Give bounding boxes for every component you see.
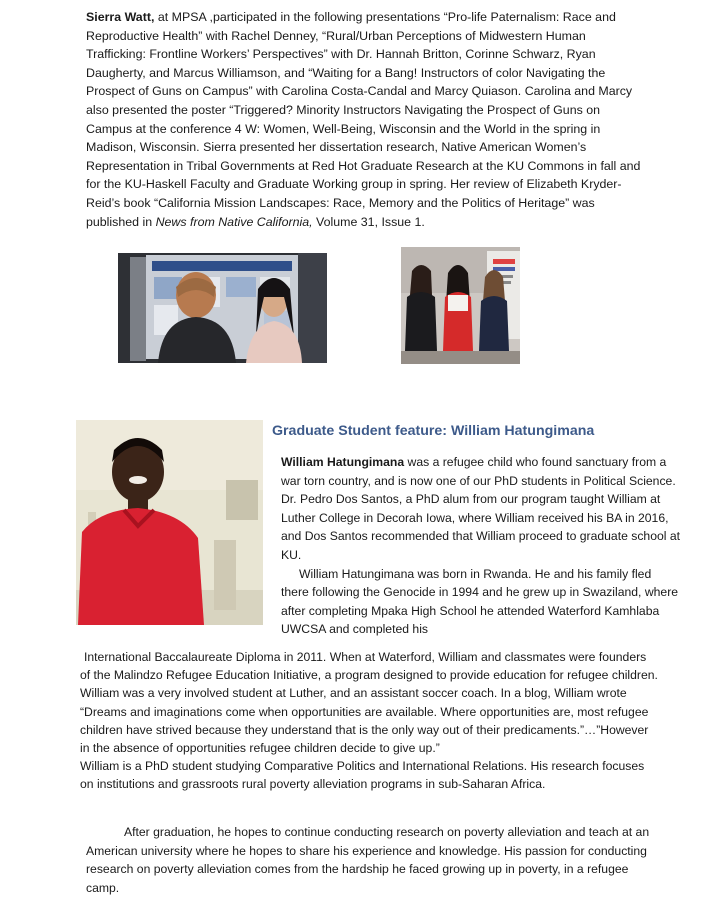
william-intro-paragraph: [281, 453, 681, 639]
william-continued-paragraph: [80, 648, 658, 794]
sierra-name: Sierra Watt,: [86, 10, 155, 24]
poster-session-photo: [118, 253, 327, 363]
sierra-watt-paragraph: [86, 8, 646, 231]
three-women-photo: [401, 247, 520, 364]
feature-title: Graduate Student feature: William Hatungimana: [272, 423, 595, 439]
william-portrait-photo: [76, 420, 263, 625]
william-future-paragraph: [86, 823, 658, 897]
william-name: William Hatungimana: [281, 455, 405, 469]
william-research-text: William is a PhD student studying Comparative Politics and International Relations. His research focuses on institutions and grassroots rural poverty alleviation programs in sub-Saharan Africa.: [80, 759, 645, 792]
william-continued-text: International Baccalaureate Diploma in 2011. When at Waterford, William and classmates were founders of the Malindzo Refugee Education Initiative, a program designed to provide education for refugee children. William was a very involved student at Luther, and an assistant soccer coach. In a blog, William wrote “Dreams and imaginations come when opportunities are available. Where opportunities are, most refugee children have strived because they understand that is the only way out of their predicaments.”…”However in the absence of opportunities refugee children decide to give up.”: [80, 650, 658, 756]
sierra-text-end: Volume 31, Issue 1.: [312, 214, 425, 229]
william-intro-text: was a refugee child who found sanctuary from a war torn country, and is now one of our PhD students in Political Science. Dr. Pedro Dos Santos, a PhD alum from our program taught William at Luther College in Decorah Iowa, where William received his BA in 2016, and Dos Santos recommended that William proceed to graduate school at KU.: [281, 455, 681, 562]
william-future-text: After graduation, he hopes to continue conducting research on poverty alleviation and teach at an American university where he hopes to share his experience and knowledge. His passion for conducting research on poverty alleviation comes from the hardship he faced growing up in poverty, in a refugee camp.: [86, 825, 650, 895]
publication-title: News from Native California,: [155, 214, 313, 229]
sierra-text: at MPSA ,participated in the following presentations “Pro-life Paternalism: Race and Reproductive Health” with Rachel Denney, “Rural/Urban Perceptions of Midwestern Human Trafficking: Frontline Workers’ Perspectives” with Dr. Hannah Britton, Corinne Schwarz, Ryan Daugherty, and Marcus Williamson, and “Waiting for a Bang! Instructors of color Navigating the Prospect of Guns on Campus” with Carolina Costa-Candal and Marcy Quiason. Carolina and Marcy also presented the poster “Triggered? Minority Instructors Navigating the Prospect of Guns on Campus at the conference 4 W: Women, Well-Being, Wisconsin and the World in the spring in Madison, Wisconsin. Sierra presented her dissertation research, Native American Women’s Representation in Tribal Governments at Red Hot Graduate Research at the KU Commons in fall and for the KU-Haskell Faculty and Graduate Working group in spring. Her review of Elizabeth Kryder-Reid’s book “California Mission Landscapes: Race, Memory and the Politics of Heritage” was published in: [86, 10, 641, 229]
william-background-text: William Hatungimana was born in Rwanda. He and his family fled there following the Genocide in 1994 and he grew up in Swaziland, where after completing Mpaka High School he attended Waterford Kamhlaba UWCSA and completed his: [281, 566, 679, 637]
